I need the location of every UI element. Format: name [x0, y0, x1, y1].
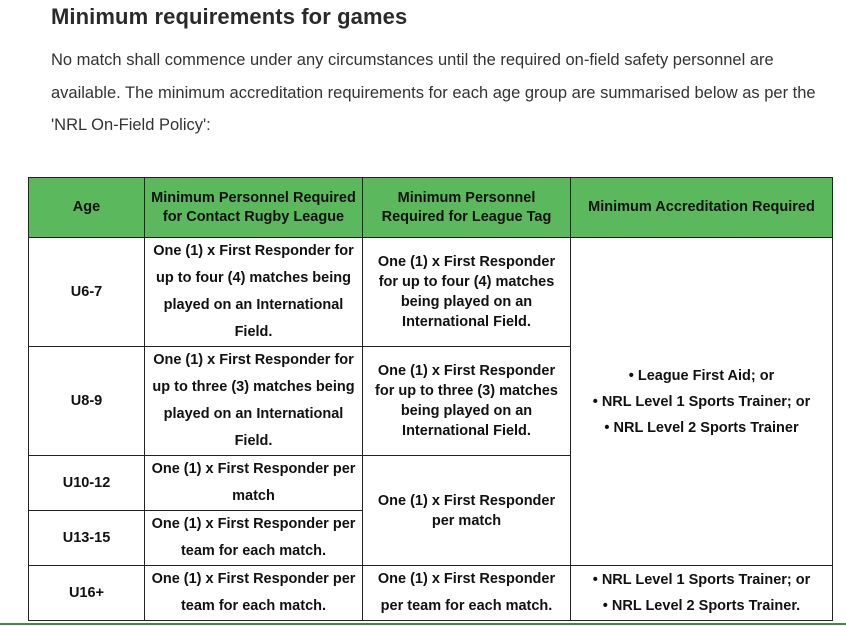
accreditation-cell-senior [571, 566, 833, 621]
requirements-table [28, 177, 833, 621]
page-title: Minimum requirements for games [51, 4, 408, 29]
intro-paragraph: No match shall commence under any circumstances until the required on-field safety personnel are available. The minimum accreditation requirements for each age group are summarised below as per the 'NRL On-Field Policy': [51, 51, 816, 134]
accreditation-item: • NRL Level 2 Sports Trainer. [602, 598, 801, 614]
accreditation-cell-junior [571, 238, 833, 566]
contact-cell: One (1) x First Responder per team for each match. [145, 566, 363, 621]
contact-cell: One (1) x First Responder per team for each match. [145, 511, 363, 566]
accreditation-item: • League First Aid; or [628, 367, 775, 384]
age-cell: U6-7 [29, 238, 145, 347]
table-row [29, 238, 833, 347]
contact-cell: One (1) x First Responder for up to four (4) matches being played on an International Field. [145, 238, 363, 347]
header-age: Age [29, 178, 145, 238]
age-cell: U13-15 [29, 511, 145, 566]
header-accreditation: Minimum Accreditation Required [571, 178, 833, 238]
bottom-divider [0, 623, 846, 625]
tag-cell: One (1) x First Responder for up to four (4) matches being played on an International Field. [363, 238, 571, 347]
header-contact: Minimum Personnel Required for Contact Rugby League [145, 178, 363, 238]
table-row [29, 566, 833, 621]
accreditation-item: • NRL Level 1 Sports Trainer; or [592, 572, 811, 588]
table-header-row [29, 178, 833, 238]
age-cell: U16+ [29, 566, 145, 621]
accreditation-item: • NRL Level 2 Sports Trainer [604, 419, 799, 436]
age-cell: U10-12 [29, 456, 145, 511]
accreditation-item: • NRL Level 1 Sports Trainer; or [592, 393, 811, 410]
contact-cell: One (1) x First Responder for up to three (3) matches being played on an International Field. [145, 347, 363, 456]
tag-cell: One (1) x First Responder per match [363, 456, 571, 566]
tag-cell: One (1) x First Responder per team for each match. [363, 566, 571, 621]
header-tag: Minimum Personnel Required for League Tag [363, 178, 571, 238]
age-cell: U8-9 [29, 347, 145, 456]
tag-cell: One (1) x First Responder for up to three (3) matches being played on an International Field. [363, 347, 571, 456]
contact-cell: One (1) x First Responder per match [145, 456, 363, 511]
